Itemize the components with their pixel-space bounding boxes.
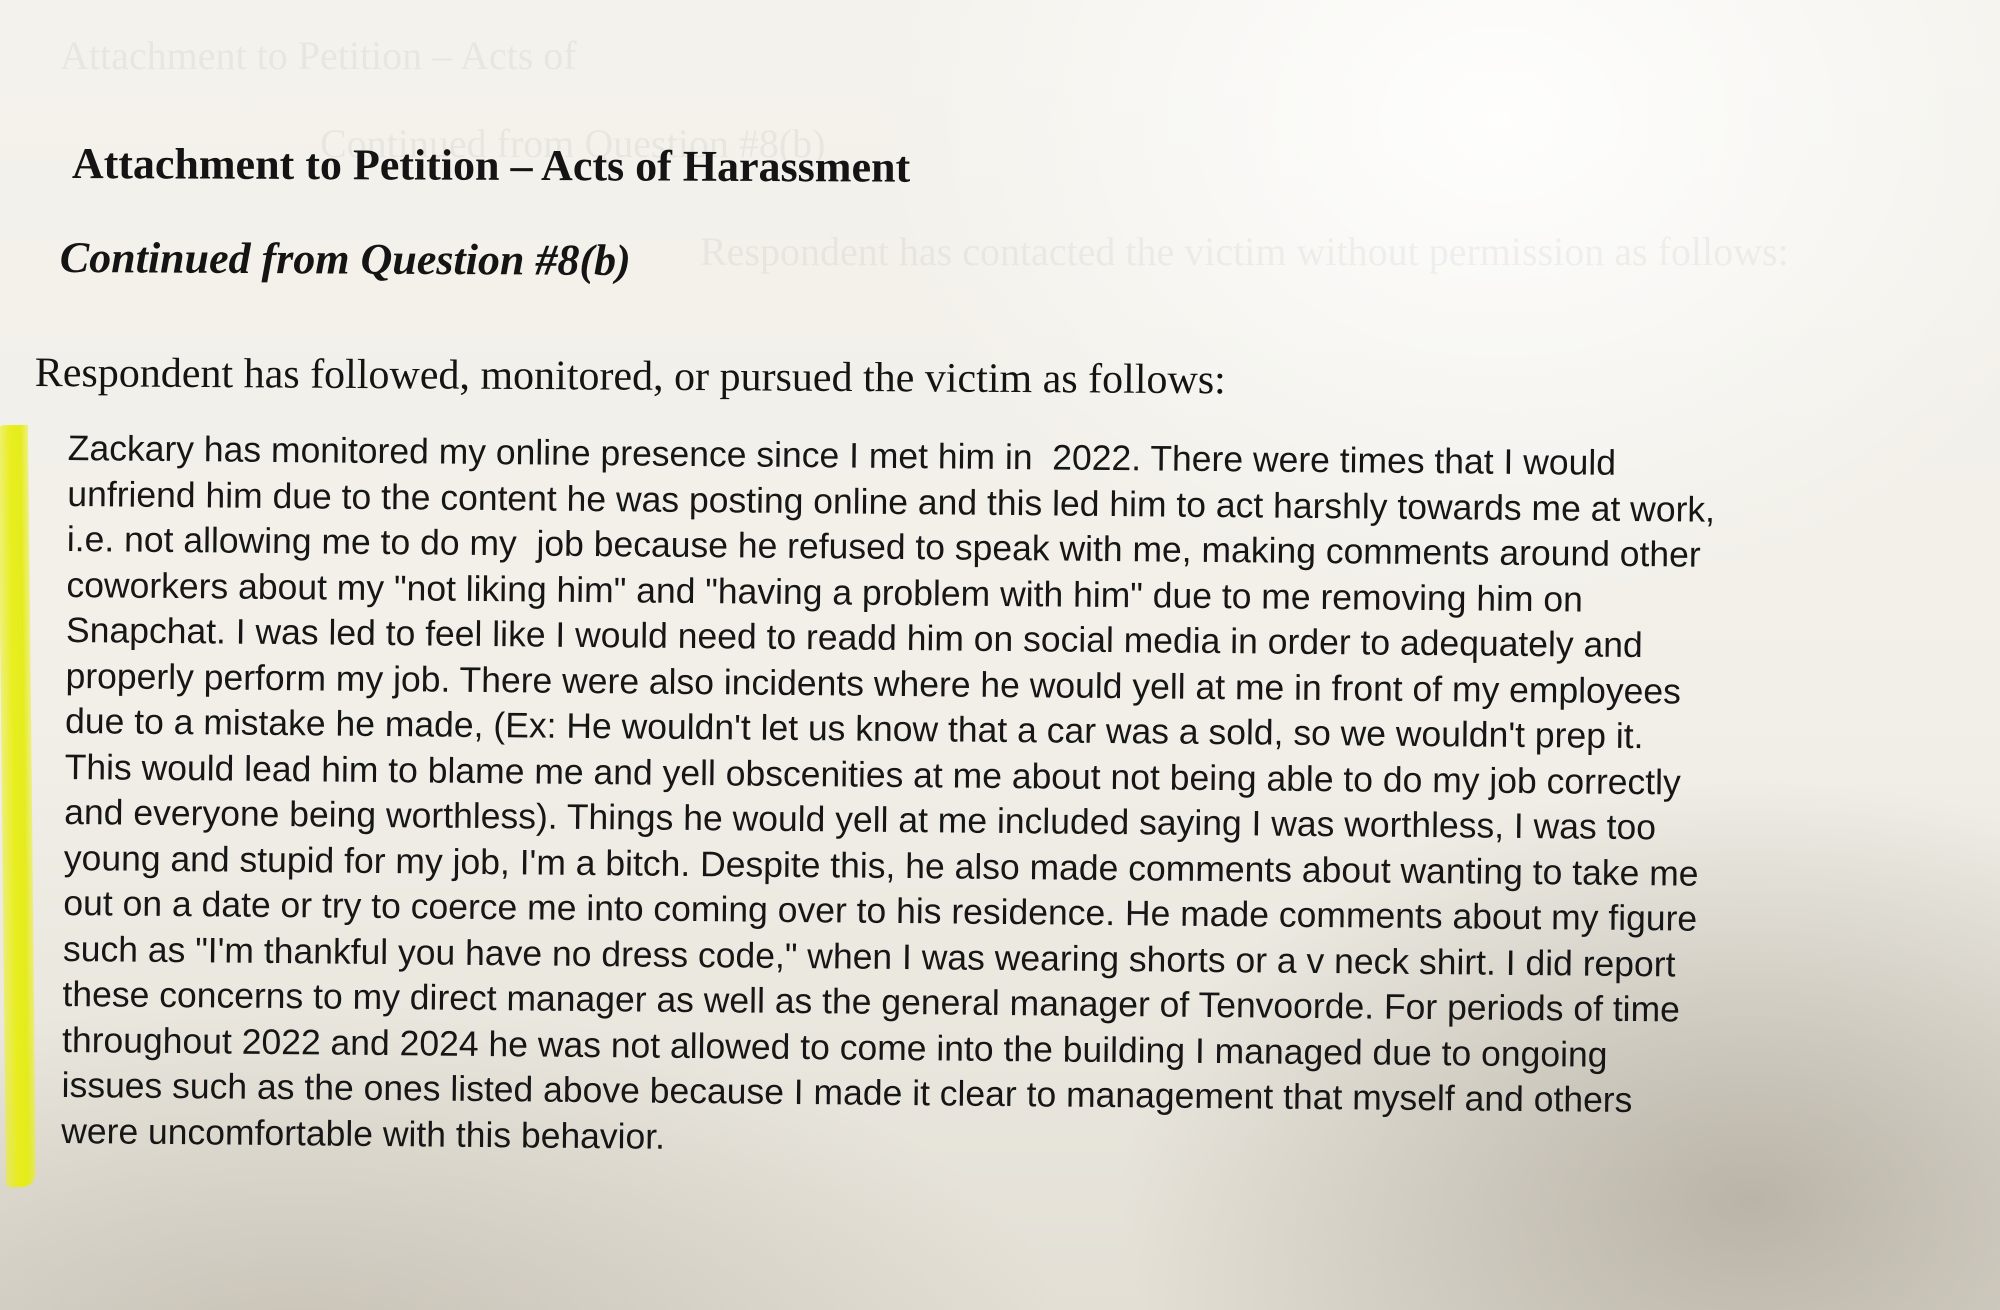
statement-line-9: and everyone being worthless). Things he would yell at me included saying I was worthless, I was too [64,791,1657,848]
highlighter-mark [0,425,36,1187]
statement-line-11: out on a date or try to coerce me into coming over to his residence. He made comments about my figure [63,882,1698,939]
statement-line-16: were uncomfortable with this behavior. [61,1110,666,1157]
statement-line-15: issues such as the ones listed above because I made it clear to management that myself and others [61,1064,1633,1121]
intro-statement: Respondent has followed, monitored, or pursued the victim as follows: [34,349,1226,404]
statement-body [61,426,1948,1172]
statement-line-7: due to a mistake he made, (Ex: He wouldn't let us know that a car was a sold, so we wouldn't prep it. [64,700,1644,757]
statement-line-8: This would lead him to blame me and yell obscenities at me about not being able to do my job correctly [64,746,1681,802]
statement-line-2: unfriend him due to the content he was posting online and this led him to act harshly towards me at work, [67,473,1716,530]
statement-line-12: such as "I'm thankful you have no dress code," when I was wearing shorts or a v neck shirt. I did report [62,928,1676,984]
statement-line-14: throughout 2022 and 2024 he was not allowed to come into the building I managed due to ongoing [61,1019,1608,1075]
show-through-text-3 [700,228,1789,275]
page-subtitle: Continued from Question #8(b) [59,232,631,285]
statement-line-13: these concerns to my direct manager as well as the general manager of Tenvoorde. For periods of time [62,973,1681,1030]
show-through-text-1 [60,32,577,79]
statement-line-1: Zackary has monitored my online presence since I met him in 2022. There were times that I would [67,427,1617,483]
page-title: Attachment to Petition – Acts of Harassment [71,138,911,192]
statement-line-4: coworkers about my "not liking him" and "having a problem with him" due to me removing him on [66,564,1584,620]
statement-line-10: young and stupid for my job, I'm a bitch. Despite this, he also made comments about wanting to take me [63,837,1699,894]
statement-line-6: properly perform my job. There were also incidents where he would yell at me in front of my employees [65,655,1682,711]
statement-line-5: Snapchat. I was led to feel like I would need to readd him on social media in order to adequately and [65,609,1643,666]
statement-line-3: i.e. not allowing me to do my job because he refused to speak with me, making comments around other [66,518,1701,575]
